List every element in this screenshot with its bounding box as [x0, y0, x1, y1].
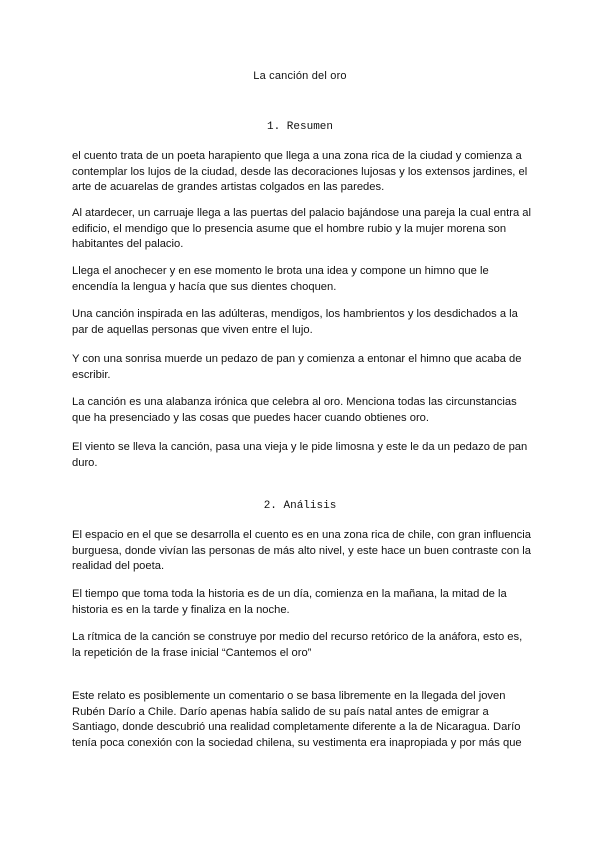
paragraph: La canción es una alabanza irónica que celebra al oro. Menciona todas las circunstancias que ha presenciado y las cosas que puedes hacer cuando obtienes oro.	[72, 396, 517, 424]
paragraph: el cuento trata de un poeta harapiento que llega a una zona rica de la ciudad y comienza a contemplar los lujos de la ciudad, desde las decoraciones lujosas y los extensos jardines, el arte de acuarelas de grandes artistas colgados en las paredes.	[72, 150, 528, 193]
section-heading-analisis: 2. Análisis	[263, 500, 337, 512]
section-heading-resumen: 1. Resumen	[266, 121, 333, 133]
paragraph: El viento se lleva la canción, pasa una vieja y le pide limosna y este le da un pedazo de pan duro.	[72, 441, 528, 469]
paragraph: Llega el anochecer y en ese momento le brota una idea y compone un himno que le encendía la lengua y hacía que sus dientes choquen.	[72, 265, 489, 293]
paragraph: Y con una sonrisa muerde un pedazo de pan y comienza a entonar el himno que acaba de escribir.	[72, 353, 522, 381]
paragraph: Al atardecer, un carruaje llega a las puertas del palacio bajándose una pareja la cual entra al edificio, el mendigo que lo presencia asume que el hombre rubio y la mujer morena son habitantes del palacio.	[72, 207, 531, 250]
paragraph: Una canción inspirada en las adúlteras, mendigos, los hambrientos y los desdichados a la par de aquellas personas que viven entre el lujo.	[72, 308, 518, 336]
paragraph: El tiempo que toma toda la historia es de un día, comienza en la mañana, la mitad de la historia es en la tarde y finaliza en la noche.	[72, 588, 507, 616]
paragraph: Este relato es posiblemente un comentario o se basa libremente en la llegada del joven Rubén Darío a Chile. Darío apenas había salido de su país natal antes de emigrar a Santiago, donde descubrió una realidad completamente diferente a la de Nicaragua. Darío tenía poca conexión con la sociedad chilena, su vestimenta era inapropiada y por más que	[72, 690, 522, 749]
paragraph: El espacio en el que se desarrolla el cuento es en una zona rica de chile, con gran influencia burguesa, donde vivían las personas de más alto nivel, y este hace un buen contraste con la realidad del poeta.	[72, 529, 531, 572]
document-title: La canción del oro	[253, 70, 347, 82]
paragraph: La rítmica de la canción se construye por medio del recurso retórico de la anáfora, esto es, la repetición de la frase inicial “Cantemos el oro”	[72, 631, 523, 659]
